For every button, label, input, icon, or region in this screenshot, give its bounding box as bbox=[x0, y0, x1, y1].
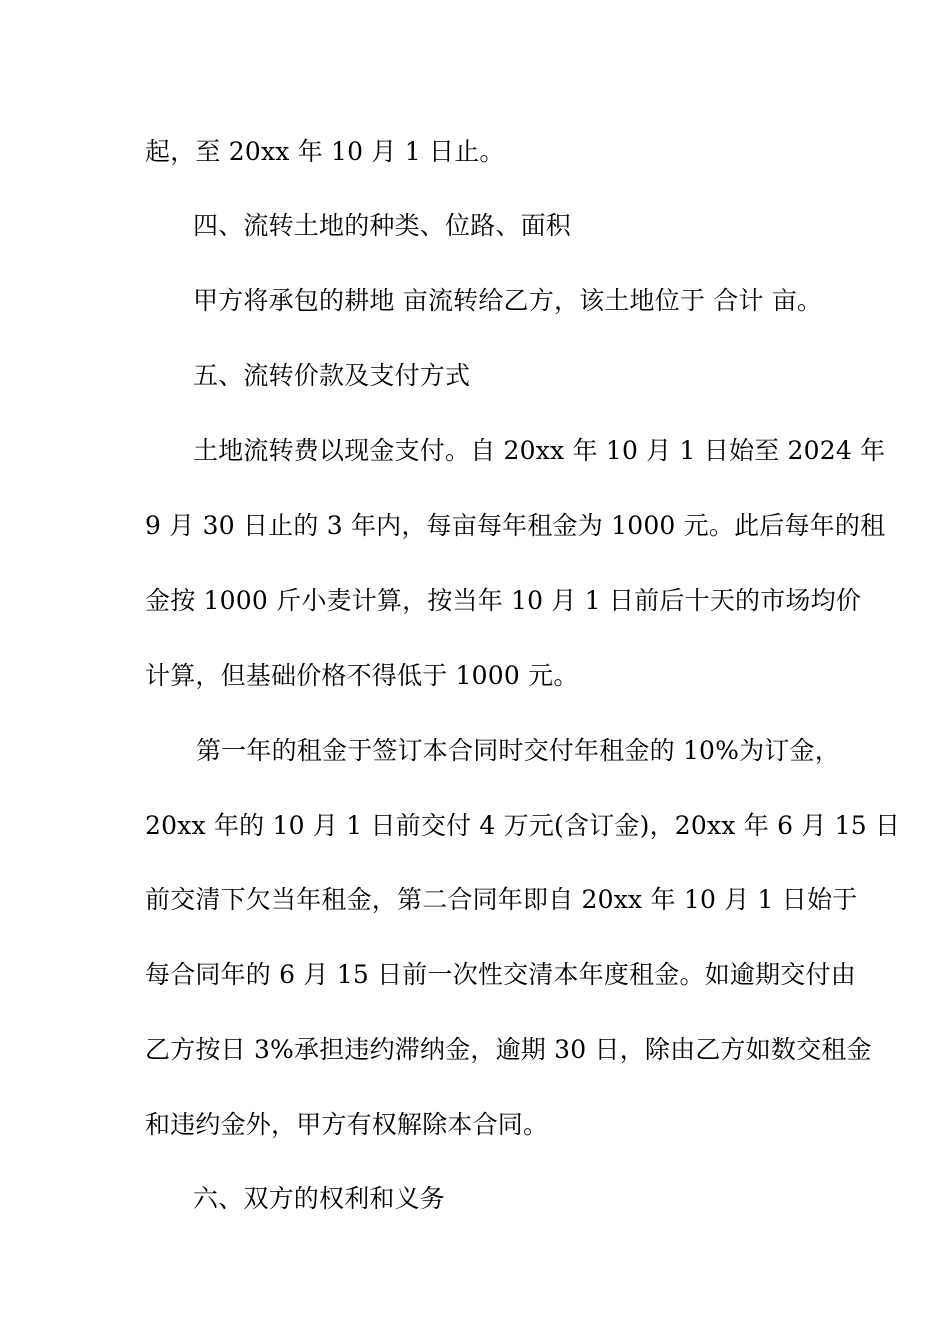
paragraph-line: 每合同年的 6 月 15 日前一次性交清本年度租金。如逾期交付由 bbox=[145, 960, 856, 989]
paragraph-line: 第一年的租金于签订本合同时交付年租金的 10%为订金， bbox=[196, 736, 840, 765]
paragraph-line: 起，至 20xx 年 10 月 1 日止。 bbox=[145, 137, 505, 166]
paragraph-line: 9 月 30 日止的 3 年内，每亩每年租金为 1000 元。此后每年的租 bbox=[145, 511, 886, 540]
paragraph-line: 20xx 年的 10 月 1 日前交付 4 万元(含订金)，20xx 年 6 月 15 日 bbox=[145, 811, 901, 840]
paragraph-line: 前交清下欠当年租金，第二合同年即自 20xx 年 10 月 1 日始于 bbox=[145, 885, 858, 914]
paragraph-line: 乙方按日 3%承担违约滞纳金，逾期 30 日，除由乙方如数交租金 bbox=[145, 1035, 872, 1064]
paragraph-line: 甲方将承包的耕地 亩流转给乙方，该土地位于 合计 亩。 bbox=[193, 286, 823, 315]
section-heading-6: 六、双方的权利和义务 bbox=[193, 1184, 446, 1213]
paragraph-line: 计算，但基础价格不得低于 1000 元。 bbox=[145, 661, 579, 690]
paragraph-line: 金按 1000 斤小麦计算，按当年 10 月 1 日前后十天的市场均价 bbox=[145, 586, 862, 615]
section-heading-5: 五、流转价款及支付方式 bbox=[193, 361, 471, 390]
paragraph-line: 土地流转费以现金支付。自 20xx 年 10 月 1 日始至 2024 年 bbox=[193, 436, 886, 465]
paragraph-line: 和违约金外，甲方有权解除本合同。 bbox=[145, 1110, 549, 1139]
section-heading-4: 四、流转土地的种类、位路、面积 bbox=[193, 211, 572, 240]
